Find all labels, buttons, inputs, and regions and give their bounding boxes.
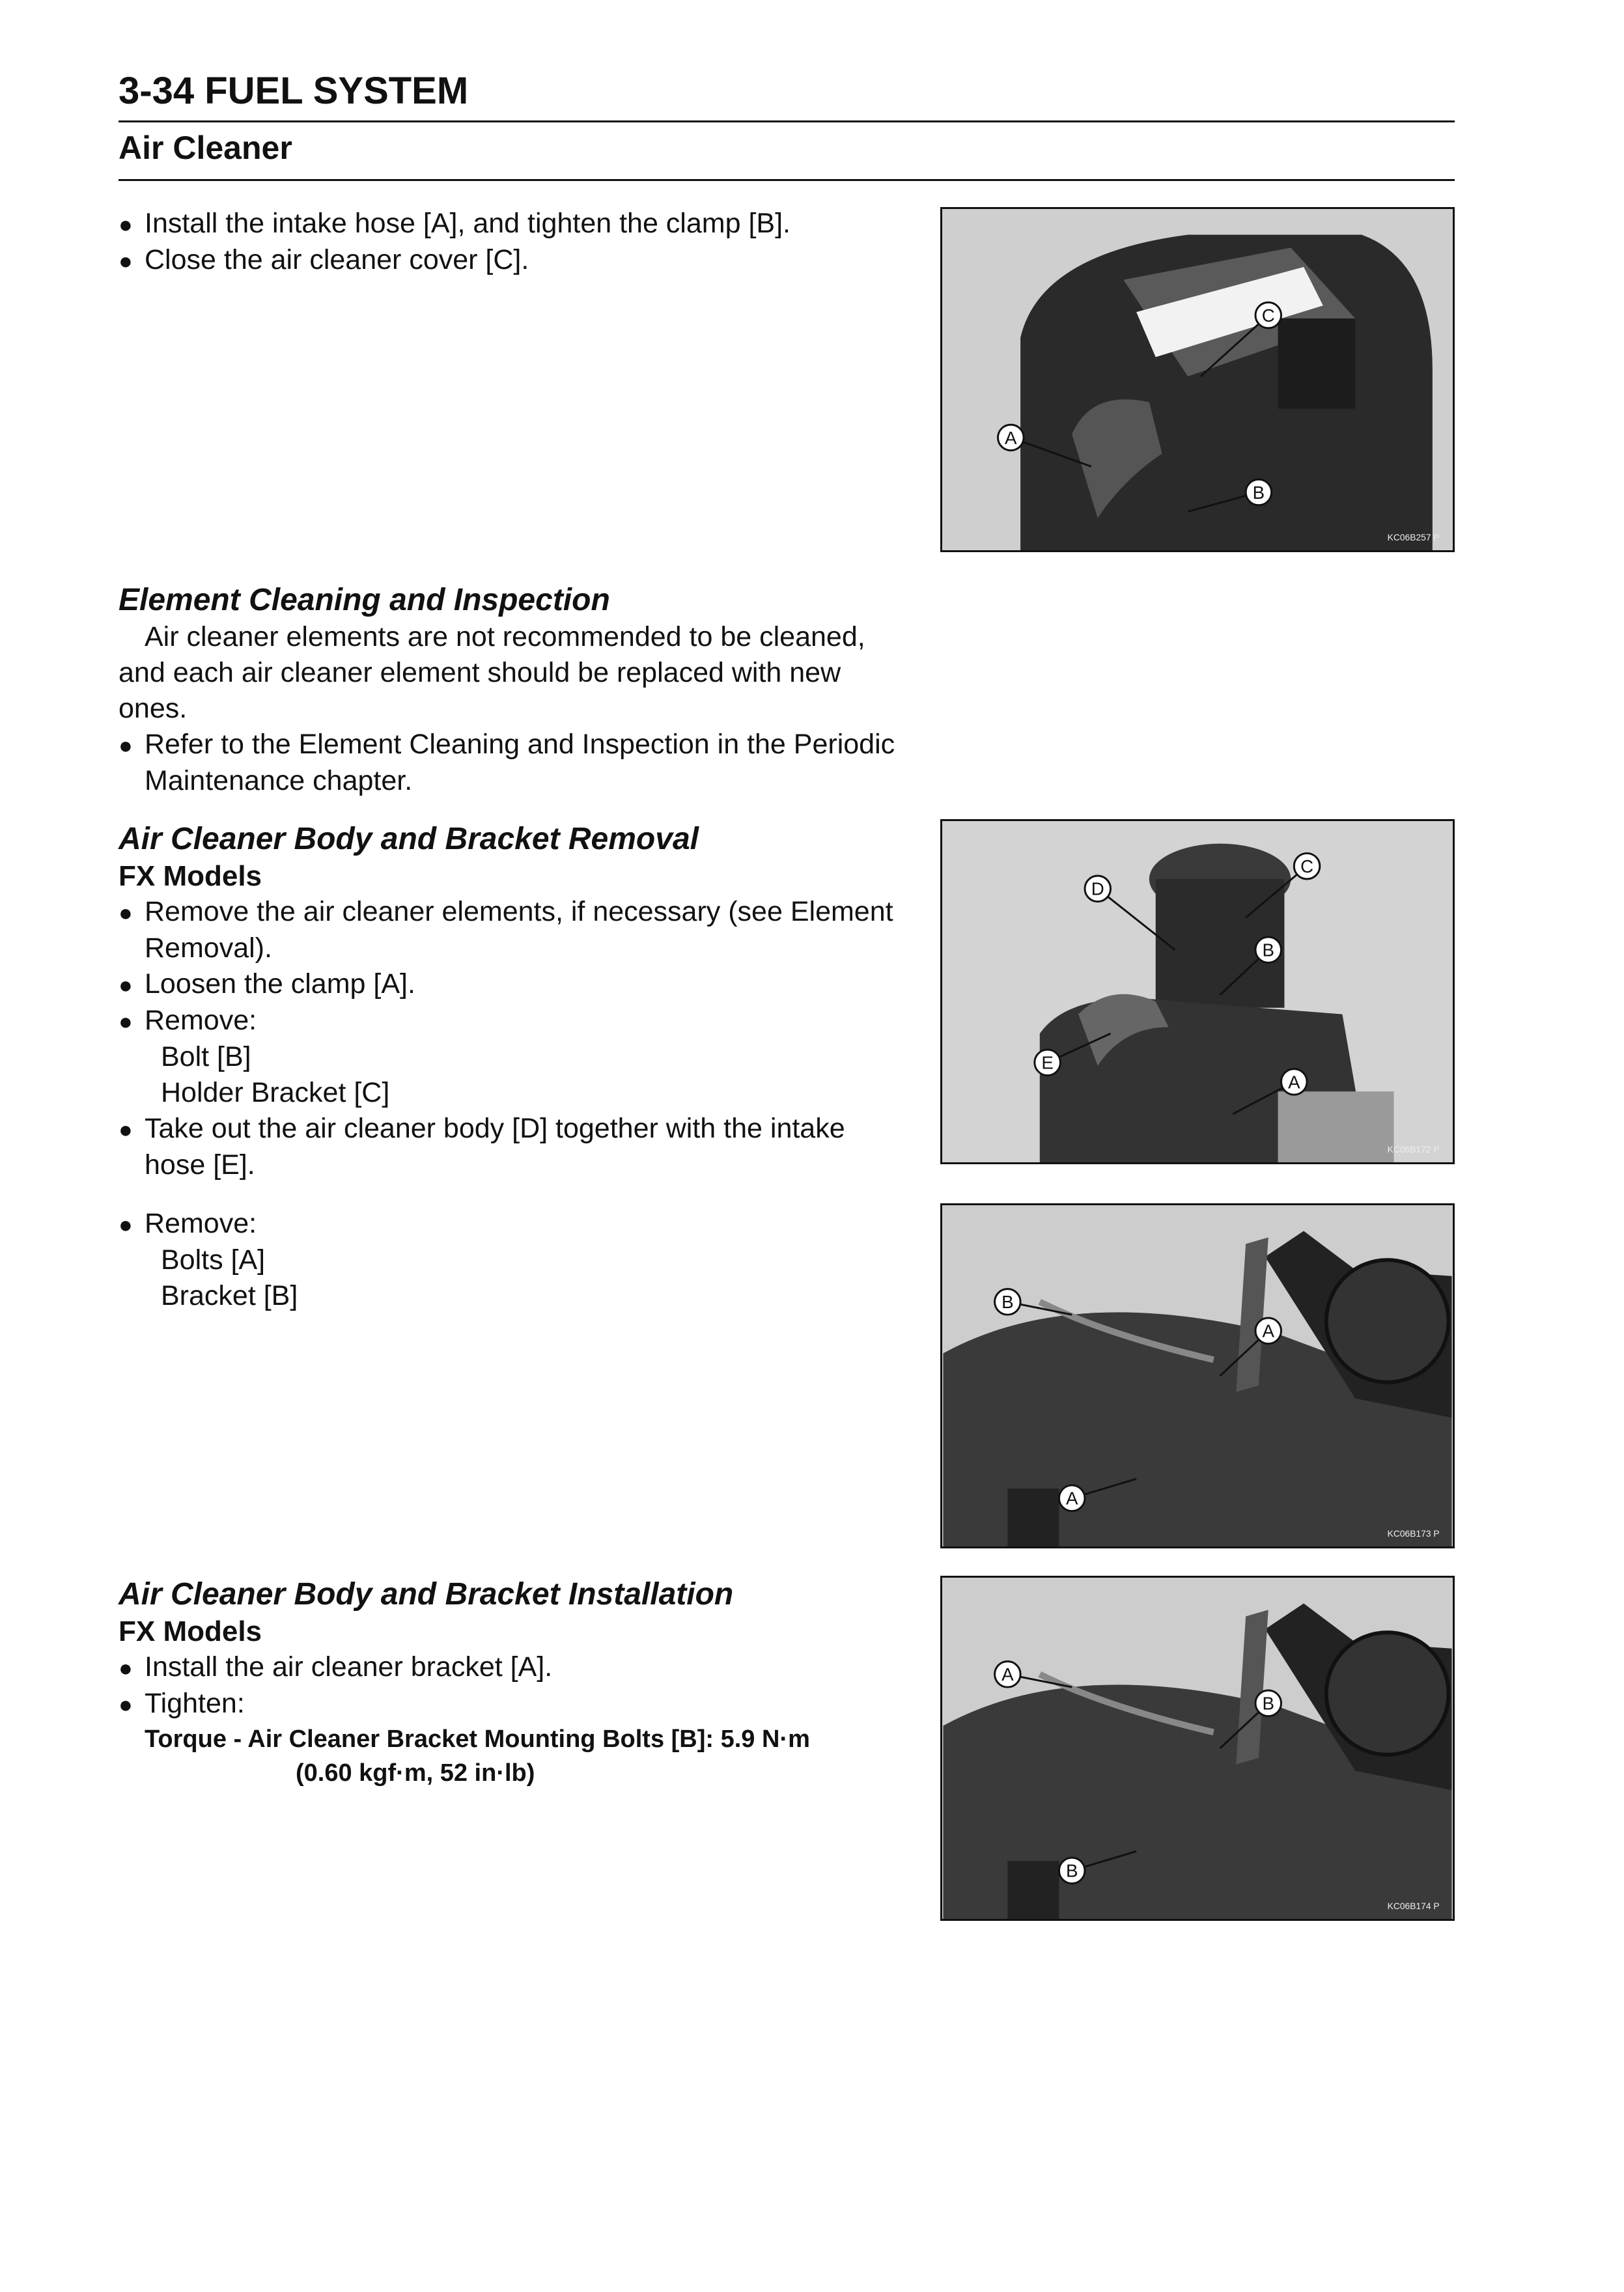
installation-step-1: ● Install the air cleaner bracket [A]. xyxy=(119,1649,906,1686)
figure-3-label-b: B xyxy=(1001,1292,1014,1313)
figure-1-code: KC06B257 P xyxy=(1387,532,1440,543)
removal-step-1: ● Remove the air cleaner elements, if necessary (see Element Removal). xyxy=(119,894,906,966)
chapter-title: 3-34 FUEL SYSTEM xyxy=(119,70,469,112)
figure-2-label-c: C xyxy=(1300,856,1314,877)
torque-line-1: Torque - Air Cleaner Bracket Mounting Bolts [B]: 5.9 N·m xyxy=(145,1726,810,1753)
figure-2-photo xyxy=(942,821,1453,1162)
installation-section xyxy=(119,1576,906,1790)
removal-step-5-item-2: Bracket [B] xyxy=(161,1280,298,1311)
removal-step-3-item-1: Bolt [B] xyxy=(161,1041,251,1072)
removal-bracket-steps xyxy=(119,1206,906,1314)
figure-2-label-a: A xyxy=(1288,1072,1300,1093)
figure-2-label-d: D xyxy=(1091,878,1104,899)
figure-3-code: KC06B173 P xyxy=(1387,1528,1440,1539)
figure-1-photo xyxy=(942,209,1453,550)
installation-step-2: ● Tighten: xyxy=(119,1686,906,1722)
installation-title: Air Cleaner Body and Bracket Installation xyxy=(119,1577,734,1612)
intro-steps xyxy=(119,206,906,279)
figure-2-code: KC06B172 P xyxy=(1387,1144,1440,1155)
removal-step-3-item-2: Holder Bracket [C] xyxy=(161,1077,390,1108)
section-title: Air Cleaner xyxy=(119,130,292,166)
removal-model: FX Models xyxy=(119,860,262,892)
figure-intake-hose xyxy=(940,207,1455,552)
installation-model: FX Models xyxy=(119,1615,262,1647)
figure-4-label-a: A xyxy=(1001,1664,1014,1685)
element-cleaning-paragraph: Air cleaner elements are not recommended to be cleaned, and each air cleaner element should be replaced with new ones. xyxy=(119,621,865,724)
figure-1-label-b: B xyxy=(1252,482,1265,503)
figure-1-label-a: A xyxy=(1005,427,1017,448)
figure-bracket-removal xyxy=(940,1203,1455,1548)
removal-step-5: ● Remove: xyxy=(119,1206,906,1242)
removal-step-5-item-1: Bolts [A] xyxy=(161,1244,266,1276)
figure-4-photo xyxy=(942,1578,1453,1919)
figure-4-label-b-upper: B xyxy=(1262,1693,1274,1714)
figure-air-cleaner-body xyxy=(940,819,1455,1164)
header-rule xyxy=(119,120,1455,122)
element-cleaning-title: Element Cleaning and Inspection xyxy=(119,583,610,617)
element-cleaning-section xyxy=(119,581,906,799)
removal-step-4: ● Take out the air cleaner body [D] together with the intake hose [E]. xyxy=(119,1111,906,1183)
figure-4-label-b-lower: B xyxy=(1065,1860,1078,1881)
torque-line-2: (0.60 kgf·m, 52 in·lb) xyxy=(296,1759,535,1787)
figure-2-label-b: B xyxy=(1262,940,1274,960)
figure-2-label-e: E xyxy=(1041,1052,1054,1073)
intro-step-1: ● Install the intake hose [A], and tighten the clamp [B]. xyxy=(119,206,906,242)
section-rule xyxy=(119,179,1455,181)
removal-title: Air Cleaner Body and Bracket Removal xyxy=(119,822,699,856)
figure-3-label-a-upper: A xyxy=(1262,1321,1274,1341)
removal-section xyxy=(119,820,906,1183)
figure-3-photo xyxy=(942,1205,1453,1546)
removal-step-3: ● Remove: xyxy=(119,1003,906,1039)
element-cleaning-step: ● Refer to the Element Cleaning and Inspection in the Periodic Maintenance chapter. xyxy=(119,727,906,799)
figure-3-label-a-lower: A xyxy=(1065,1488,1078,1509)
figure-4-code: KC06B174 P xyxy=(1387,1901,1440,1912)
intro-step-2: ● Close the air cleaner cover [C]. xyxy=(119,242,906,279)
torque-spec xyxy=(119,1722,906,1790)
figure-1-label-c: C xyxy=(1261,305,1275,326)
figure-bracket-installation xyxy=(940,1576,1455,1921)
removal-step-2: ● Loosen the clamp [A]. xyxy=(119,966,906,1003)
